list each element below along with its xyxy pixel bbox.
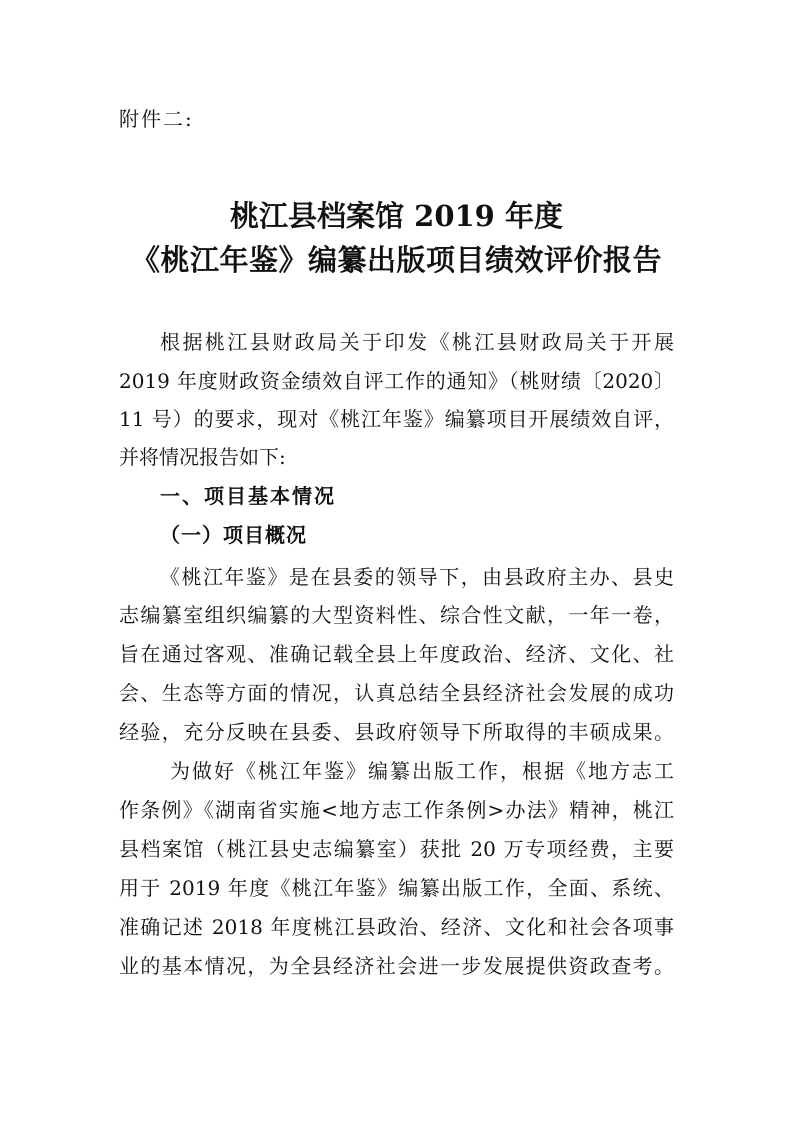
intro-line: 11 号）的要求，现对《桃江年鉴》编纂项目开展绩效自评， — [119, 407, 674, 431]
paragraph-line: 志编纂室组织编纂的大型资料性、综合性文献，一年一卷， — [119, 603, 674, 627]
paragraph-line: 会、生态等方面的情况，认真总结全县经济社会发展的成功 — [119, 681, 674, 705]
intro-line: 并将情况报告如下: — [119, 445, 286, 469]
report-title-line-1: 桃江县档案馆 2019 年度 — [230, 199, 563, 233]
paragraph-line: 经验，充分反映在县委、县政府领导下所取得的丰硕成果。 — [119, 720, 674, 744]
paragraph-line: 县档案馆（桃江县史志编纂室）获批 20 万专项经费，主要 — [119, 837, 674, 861]
intro-line: 2019 年度财政资金绩效自评工作的通知》（桃财绩〔2020〕 — [119, 369, 674, 393]
paragraph-line: 《桃江年鉴》是在县委的领导下，由县政府主办、县史 — [160, 565, 674, 589]
subsection-heading: （一）项目概况 — [160, 523, 307, 547]
paragraph-line: 为做好《桃江年鉴》编纂出版工作，根据《地方志工 — [170, 759, 674, 783]
attachment-label: 附件二: — [119, 107, 194, 131]
report-title-line-2: 《桃江年鉴》编纂出版项目绩效评价报告 — [130, 243, 662, 277]
paragraph-line: 作条例》《湖南省实施<地方志工作条例>办法》精神，桃江 — [119, 798, 674, 822]
intro-line: 根据桃江县财政局关于印发《桃江县财政局关于开展 — [160, 330, 674, 354]
paragraph-line: 准确记述 2018 年度桃江县政治、经济、文化和社会各项事 — [119, 915, 674, 939]
section-heading: 一、项目基本情况 — [160, 484, 336, 508]
paragraph-line: 用于 2019 年度《桃江年鉴》编纂出版工作，全面、系统、 — [119, 876, 674, 900]
paragraph-line: 业的基本情况，为全县经济社会进一步发展提供资政查考。 — [119, 954, 674, 978]
paragraph-line: 旨在通过客观、准确记载全县上年度政治、经济、文化、社 — [119, 642, 674, 666]
